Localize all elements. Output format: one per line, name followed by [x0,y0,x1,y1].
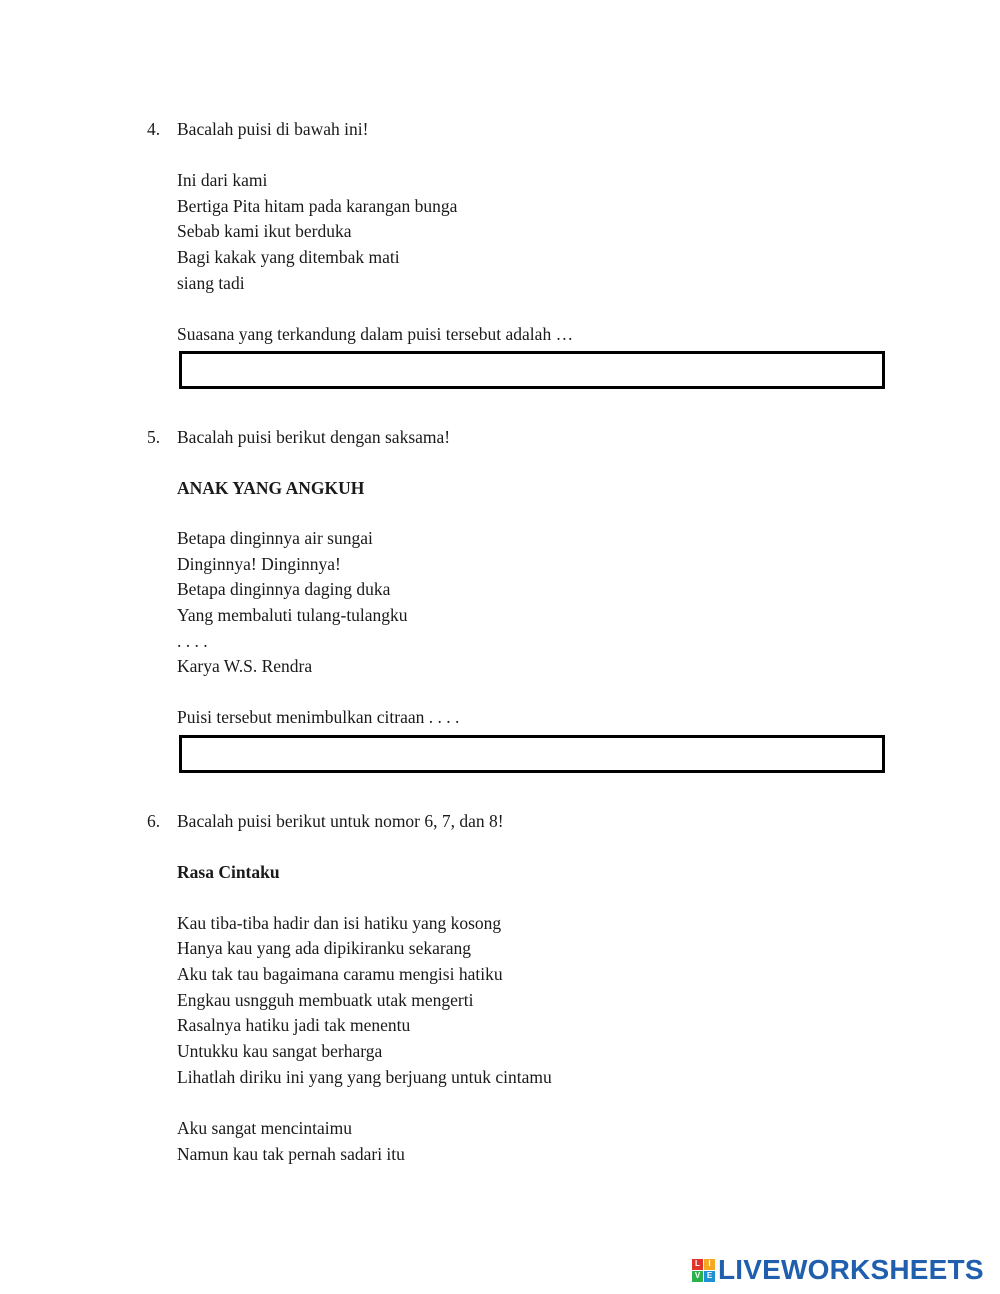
question-6-prompt: Bacalah puisi berikut untuk nomor 6, 7, dan 8! [177,811,504,831]
logo-letter: V [692,1271,703,1282]
logo-letter: I [704,1259,715,1270]
poem-line: Yang membaluti tulang-tulangku [177,605,408,625]
poem-line: Betapa dinginnya daging duka [177,579,391,599]
poem-line: Aku sangat mencintaimu [177,1118,352,1138]
poem-line: Namun kau tak pernah sadari itu [177,1144,405,1164]
poem-line: Dinginnya! Dinginnya! [177,554,341,574]
answer-input-4[interactable] [179,351,885,389]
question-4-prompt: Bacalah puisi di bawah ini! [177,119,369,139]
poem-line: Ini dari kami [177,170,268,190]
question-5-prompt: Bacalah puisi berikut dengan saksama! [177,427,451,447]
logo-text: LIVEWORKSHEETS [718,1254,984,1285]
question-5-text: Puisi tersebut menimbulkan citraan . . . . [177,707,460,727]
poem-line: Betapa dinginnya air sungai [177,528,373,548]
logo-mark-icon [692,1259,715,1282]
poem-line: Hanya kau yang ada dipikiranku sekarang [177,938,471,958]
question-4-number: 4. [147,119,161,139]
poem-line: Lihatlah diriku ini yang yang berjuang untuk cintamu [177,1067,552,1087]
poem-author: Karya W.S. Rendra [177,656,313,676]
poem-line: Rasalnya hatiku jadi tak menentu [177,1015,411,1035]
question-4-text: Suasana yang terkandung dalam puisi tersebut adalah … [177,324,574,344]
poem-line: Bertiga Pita hitam pada karangan bunga [177,196,458,216]
poem-line: Sebab kami ikut berduka [177,221,352,241]
poem-line: . . . . [177,631,208,651]
poem-line: Aku tak tau bagaimana caramu mengisi hatiku [177,964,503,984]
logo-letter: E [704,1271,715,1282]
logo-letter: L [692,1259,703,1270]
poem-title: ANAK YANG ANGKUH [177,478,365,498]
answer-input-5[interactable] [179,735,885,773]
poem-line: Bagi kakak yang ditembak mati [177,247,400,267]
poem-line: Engkau usngguh membuatk utak mengerti [177,990,474,1010]
question-6-number: 6. [147,811,161,831]
poem-title: Rasa Cintaku [177,862,280,882]
poem-line: siang tadi [177,273,245,293]
liveworksheets-logo[interactable] [692,1254,984,1286]
poem-line: Untukku kau sangat berharga [177,1041,383,1061]
poem-line: Kau tiba-tiba hadir dan isi hatiku yang kosong [177,913,502,933]
question-5-number: 5. [147,427,161,447]
